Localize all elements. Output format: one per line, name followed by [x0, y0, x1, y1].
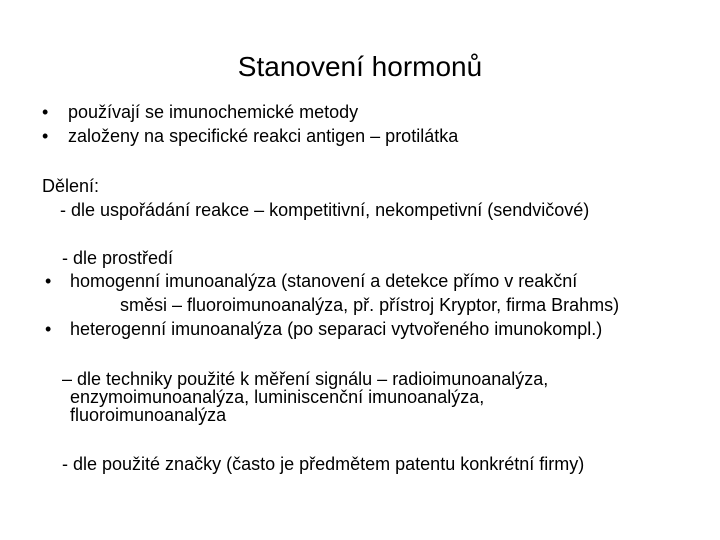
bullet-marker: • [45, 271, 52, 291]
sub-bullet-homogenni-line2: směsi – fluoroimunoanalýza, př. přístroj Kryptor, firma Brahms) [120, 295, 620, 315]
bullet-marker: • [45, 319, 52, 339]
deleni-item-technika-line1: – dle techniky použité k měření signálu – radioimunoanalýza, [62, 369, 549, 389]
bullet-text-imunochemicke: používají se imunochemické metody [68, 102, 359, 122]
deleni-heading: Dělení: [42, 176, 100, 196]
sub-bullet-homogenni-line1: homogenní imunoanalýza (stanovení a detekce přímo v reakční [70, 271, 578, 291]
deleni-item-prostredi: - dle prostředí [62, 248, 174, 268]
deleni-item-znacky: - dle použité značky (často je předmětem patentu konkrétní firmy) [62, 454, 585, 474]
slide-title: Stanovení hormonů [237, 51, 483, 82]
deleni-item-technika-line2: enzymoimunoanalýza, luminiscenční imunoanalýza, [70, 387, 485, 407]
bullet-marker: • [42, 126, 49, 146]
bullet-marker: • [42, 102, 49, 122]
deleni-item-usporadani: - dle uspořádání reakce – kompetitivní, nekompetivní (sendvičové) [60, 200, 590, 220]
deleni-item-technika-line3: fluoroimunoanalýza [70, 405, 227, 425]
sub-bullet-heterogenni: heterogenní imunoanalýza (po separaci vytvořeného imunokompl.) [70, 319, 603, 339]
bullet-text-antigen-protilatka: založeny na specifické reakci antigen – protilátka [68, 126, 459, 146]
